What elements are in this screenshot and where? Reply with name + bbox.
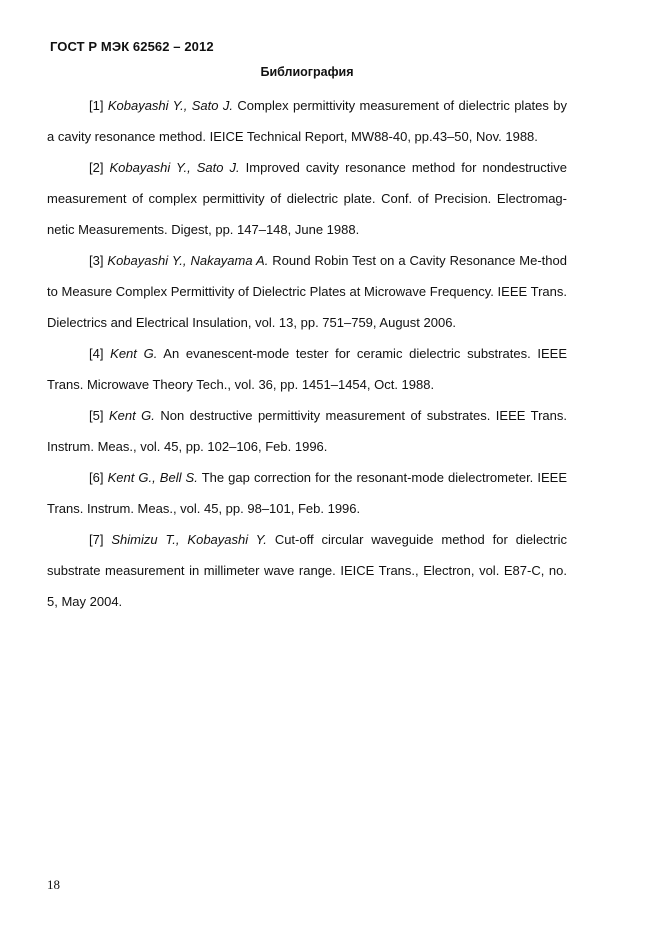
document-header: ГОСТ Р МЭК 62562 – 2012 xyxy=(50,39,214,54)
reference-text: Non destructive permittivity measurement of substrates. IEEE Trans. Instrum. Meas., vol. 45, pp. 102–106, Feb. 1996. xyxy=(47,408,567,454)
reference-text: Round Robin Test on a Cavity Resonance Me-thod to Measure Complex Permittivity of Dielectric Plates at Microwave Frequency. IEEE Trans. Dielectrics and Electrical Insulation, vol. 13, pp. 751–759, August 2006. xyxy=(47,253,567,330)
reference-text: Complex permittivity measurement of dielectric plates by a cavity resonance method. IEICE Technical Report, MW88-40, pp.43–50, Nov. 1988. xyxy=(47,98,567,144)
reference-text: An evanescent-mode tester for ceramic dielectric substrates. IEEE Trans. Microwave Theory Tech., vol. 36, pp. 1451–1454, Oct. 1988. xyxy=(47,346,567,392)
reference-authors: Kobayashi Y., Sato J. xyxy=(109,160,240,175)
reference-authors: Kent G., Bell S. xyxy=(107,470,198,485)
reference-number: [4] xyxy=(89,346,104,361)
reference-authors: Kent G. xyxy=(108,408,155,423)
bibliography-heading: Библиография xyxy=(260,65,354,79)
reference-item xyxy=(47,90,567,152)
reference-number: [6] xyxy=(89,470,104,485)
reference-authors: Kent G. xyxy=(110,346,158,361)
page-number: 18 xyxy=(47,877,60,892)
reference-item xyxy=(47,462,567,524)
reference-authors: Kobayashi Y., Nakayama A. xyxy=(107,253,269,268)
reference-item xyxy=(47,338,567,400)
reference-text: Cut-off circular waveguide method for dielectric substrate measurement in millimeter wave range. IEICE Trans., Electron, vol. E87-C, no. 5, May 2004. xyxy=(47,532,568,609)
reference-text: The gap correction for the resonant-mode dielectrometer. IEEE Trans. Instrum. Meas., vol. 45, pp. 98–101, Feb. 1996. xyxy=(47,470,567,516)
reference-number: [5] xyxy=(89,408,104,423)
reference-text: Improved cavity resonance method for nondestructive measurement of complex permittivity of dielectric plate. Conf. of Precision. Electromag-netic Measurements. Digest, pp. 147–148, June 1988. xyxy=(47,160,567,237)
reference-number: [1] xyxy=(89,98,104,113)
reference-number: [2] xyxy=(89,160,104,175)
reference-list xyxy=(47,90,567,617)
reference-item xyxy=(47,400,567,462)
reference-item xyxy=(47,245,567,338)
reference-number: [7] xyxy=(89,532,104,547)
reference-authors: Shimizu T., Kobayashi Y. xyxy=(111,532,267,547)
reference-item xyxy=(47,524,567,617)
reference-number: [3] xyxy=(89,253,104,268)
reference-item xyxy=(47,152,567,245)
reference-authors: Kobayashi Y., Sato J. xyxy=(107,98,233,113)
